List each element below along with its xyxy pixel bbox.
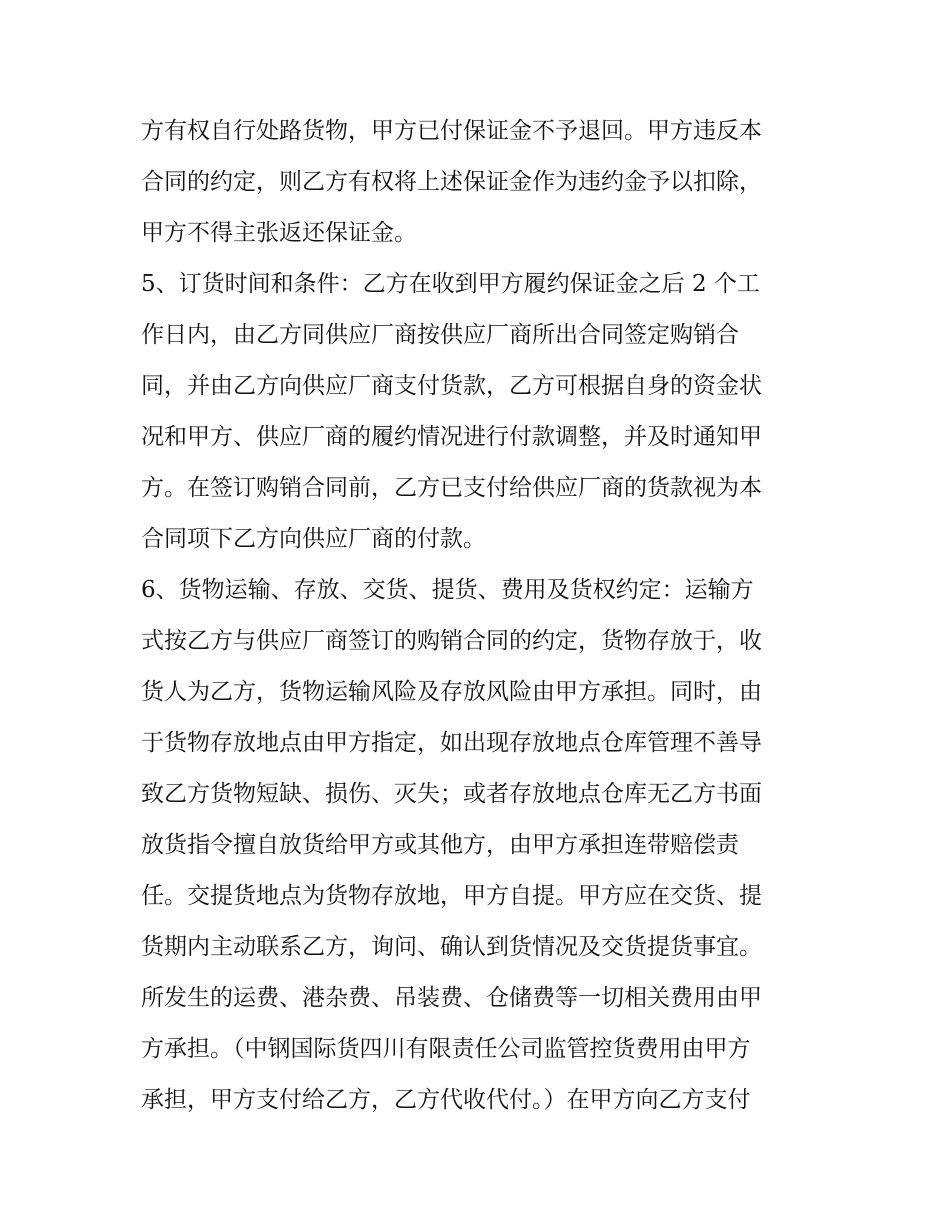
text-line-15: 放货指令擅自放货给甲方或其他方，由甲方承担连带赔偿责 [141,832,739,858]
clause-6-heading-line: 6、货物运输、存放、交货、提货、费用及货权约定：运输方 [141,577,754,603]
text-line-2: 合同的约定，则乙方有权将上述保证金作为违约金予以扣除， [141,169,762,195]
text-line-12: 货人为乙方，货物运输风险及存放风险由甲方承担。同时，由 [141,679,762,705]
text-line-7: 况和甲方、供应厂商的履约情况进行付款调整，并及时通知甲 [141,424,762,450]
document-body [141,106,813,1126]
text-line-20: 承担，甲方支付给乙方，乙方代收代付。）在甲方向乙方支付 [141,1087,751,1113]
text-line-17: 货期内主动联系乙方，询问、确认到货情况及交货提货事宜。 [141,934,762,960]
text-line-8: 方。在签订购销合同前，乙方已支付给供应厂商的货款视为本 [141,475,762,501]
text-line-1: 方有权自行处路货物，甲方已付保证金不予退回。甲方违反本 [141,118,762,144]
text-line-18: 所发生的运费、港杂费、吊装费、仓储费等一切相关费用由甲 [141,985,762,1011]
text-line-5: 作日内，由乙方同供应厂商按供应厂商所出合同签定购销合 [141,322,739,348]
text-line-9: 合同项下乙方向供应厂商的付款。 [141,526,486,552]
text-line-3: 甲方不得主张返还保证金。 [141,220,417,246]
text-line-6: 同，并由乙方向供应厂商支付货款，乙方可根据自身的资金状 [141,373,762,399]
text-line-14: 致乙方货物短缺、损伤、灭失；或者存放地点仓库无乙方书面 [141,781,762,807]
text-line-16: 任。交提货地点为货物存放地，甲方自提。甲方应在交货、提 [141,883,762,909]
text-line-13: 于货物存放地点由甲方指定，如出现存放地点仓库管理不善导 [141,730,762,756]
clause-5-heading-line: 5、订货时间和条件：乙方在收到甲方履约保证金之后 2 个工 [141,271,760,297]
text-line-11: 式按乙方与供应厂商签订的购销合同的约定，货物存放于，收 [141,628,762,654]
text-line-19: 方承担。（中钢国际货四川有限责任公司监管控货费用由甲方 [141,1036,751,1062]
